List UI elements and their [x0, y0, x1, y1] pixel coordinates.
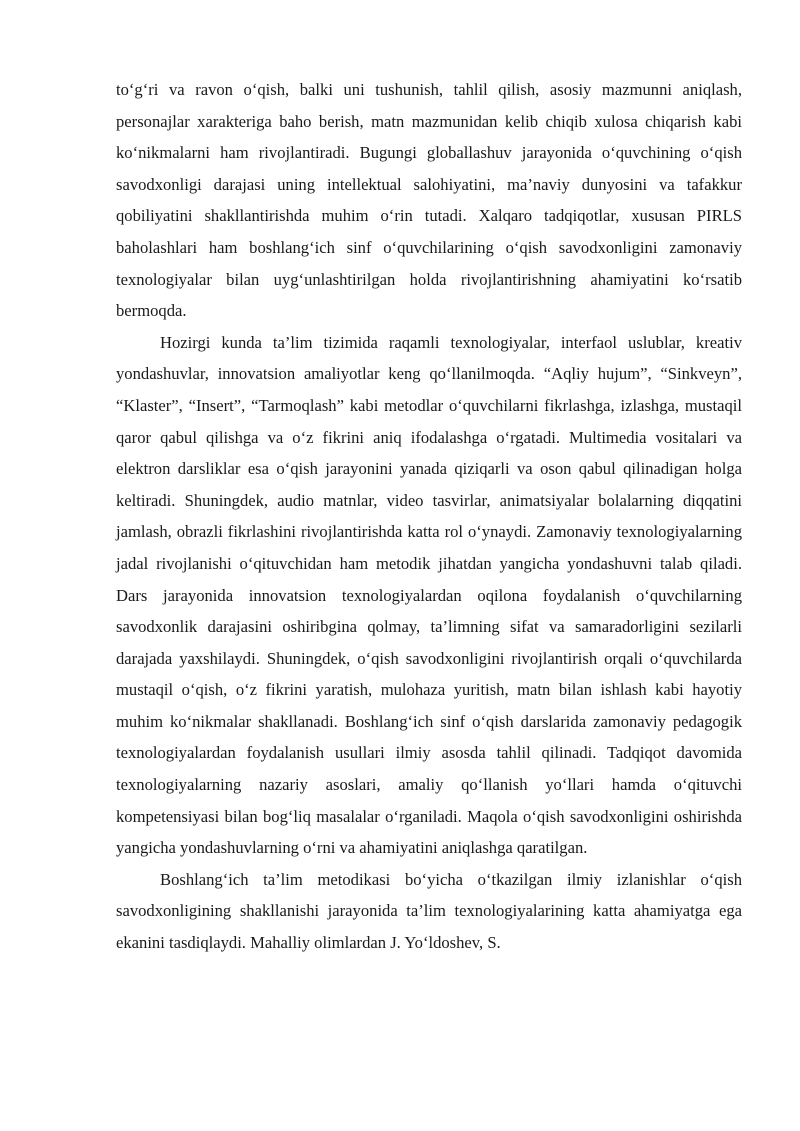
paragraph-1: to‘g‘ri va ravon o‘qish, balki uni tushunish, tahlil qilish, asosiy mazmunni aniqlash, personajlar xarakteriga baho berish, matn mazmunidan kelib chiqib xulosa chiqarish kabi ko‘nikmalarni ham rivojlantiradi. Bugungi globallashuv jarayonida o‘quvchining o‘qish savodxonligi darajasi uning intellektual salohiyatini, ma’naviy dunyosini va tafakkur qobiliyatini shakllantirishda muhim o‘rin tutadi. Xalqaro tadqiqotlar, xususan PIRLS baholashlari ham boshlang‘ich sinf o‘quvchilarining o‘qish savodxonligini zamonaviy texnologiyalar bilan uyg‘unlashtirilgan holda rivojlantirishning ahamiyatini ko‘rsatib bermoqda.: [116, 80, 742, 321]
paragraph-2: Hozirgi kunda ta’lim tizimida raqamli texnologiyalar, interfaol uslublar, kreativ yondashuvlar, innovatsion amaliyotlar keng qo‘llanilmoqda. “Aqliy hujum”, “Sinkveyn”, “Klaster”, “Insert”, “Tarmoqlash” kabi metodlar o‘quvchilarni fikrlashga, izlashga, mustaqil qaror qabul qilishga va o‘z fikrini aniq ifodalashga o‘rgatadi. Multimedia vositalari va elektron darsliklar esa o‘qish jarayonini yanada qiziqarli va oson qabul qilinadigan holga keltiradi. Shuningdek, audio matnlar, video tasvirlar, animatsiyalar bolalarning diqqatini jamlash, obrazli fikrlashini rivojlantirishda katta rol o‘ynaydi. Zamonaviy texnologiyalarning jadal rivojlanishi o‘qituvchidan ham metodik jihatdan yangicha yondashuvni talab qiladi. Dars jarayonida innovatsion texnologiyalardan oqilona foydalanish o‘quvchilarning savodxonlik darajasini oshiribgina qolmay, ta’limning sifat va samaradorligini sezilarli darajada yaxshilaydi. Shuningdek, o‘qish savodxonligini rivojlantirish orqali o‘quvchilarda mustaqil o‘qish, o‘z fikrini yaratish, mulohaza yuritish, matn bilan ishlash kabi hayotiy muhim ko‘nikmalar shakllanadi. Boshlang‘ich sinf o‘qish darslarida zamonaviy pedagogik texnologiyalardan foydalanish usullari ilmiy asosda tahlil qilinadi. Tadqiqot davomida texnologiyalarning nazariy asoslari, amaliy qo‘llanish yo‘llari hamda o‘qituvchi kompetensiyasi bilan bog‘liq masalalar o‘rganiladi. Maqola o‘qish savodxonligini oshirishda yangicha yondashuvlarning o‘rni va ahamiyatini aniqlashga qaratilgan.: [116, 332, 742, 858]
body-text: [116, 74, 742, 959]
paragraph-3: Boshlang‘ich ta’lim metodikasi bo‘yicha o‘tkazilgan ilmiy izlanishlar o‘qish savodxonligining shakllanishi jarayonida ta’lim texnologiyalarining katta ahamiyatga ega ekanini tasdiqlaydi. Mahalliy olimlardan J. Yo‘ldoshev, S.: [116, 869, 742, 953]
